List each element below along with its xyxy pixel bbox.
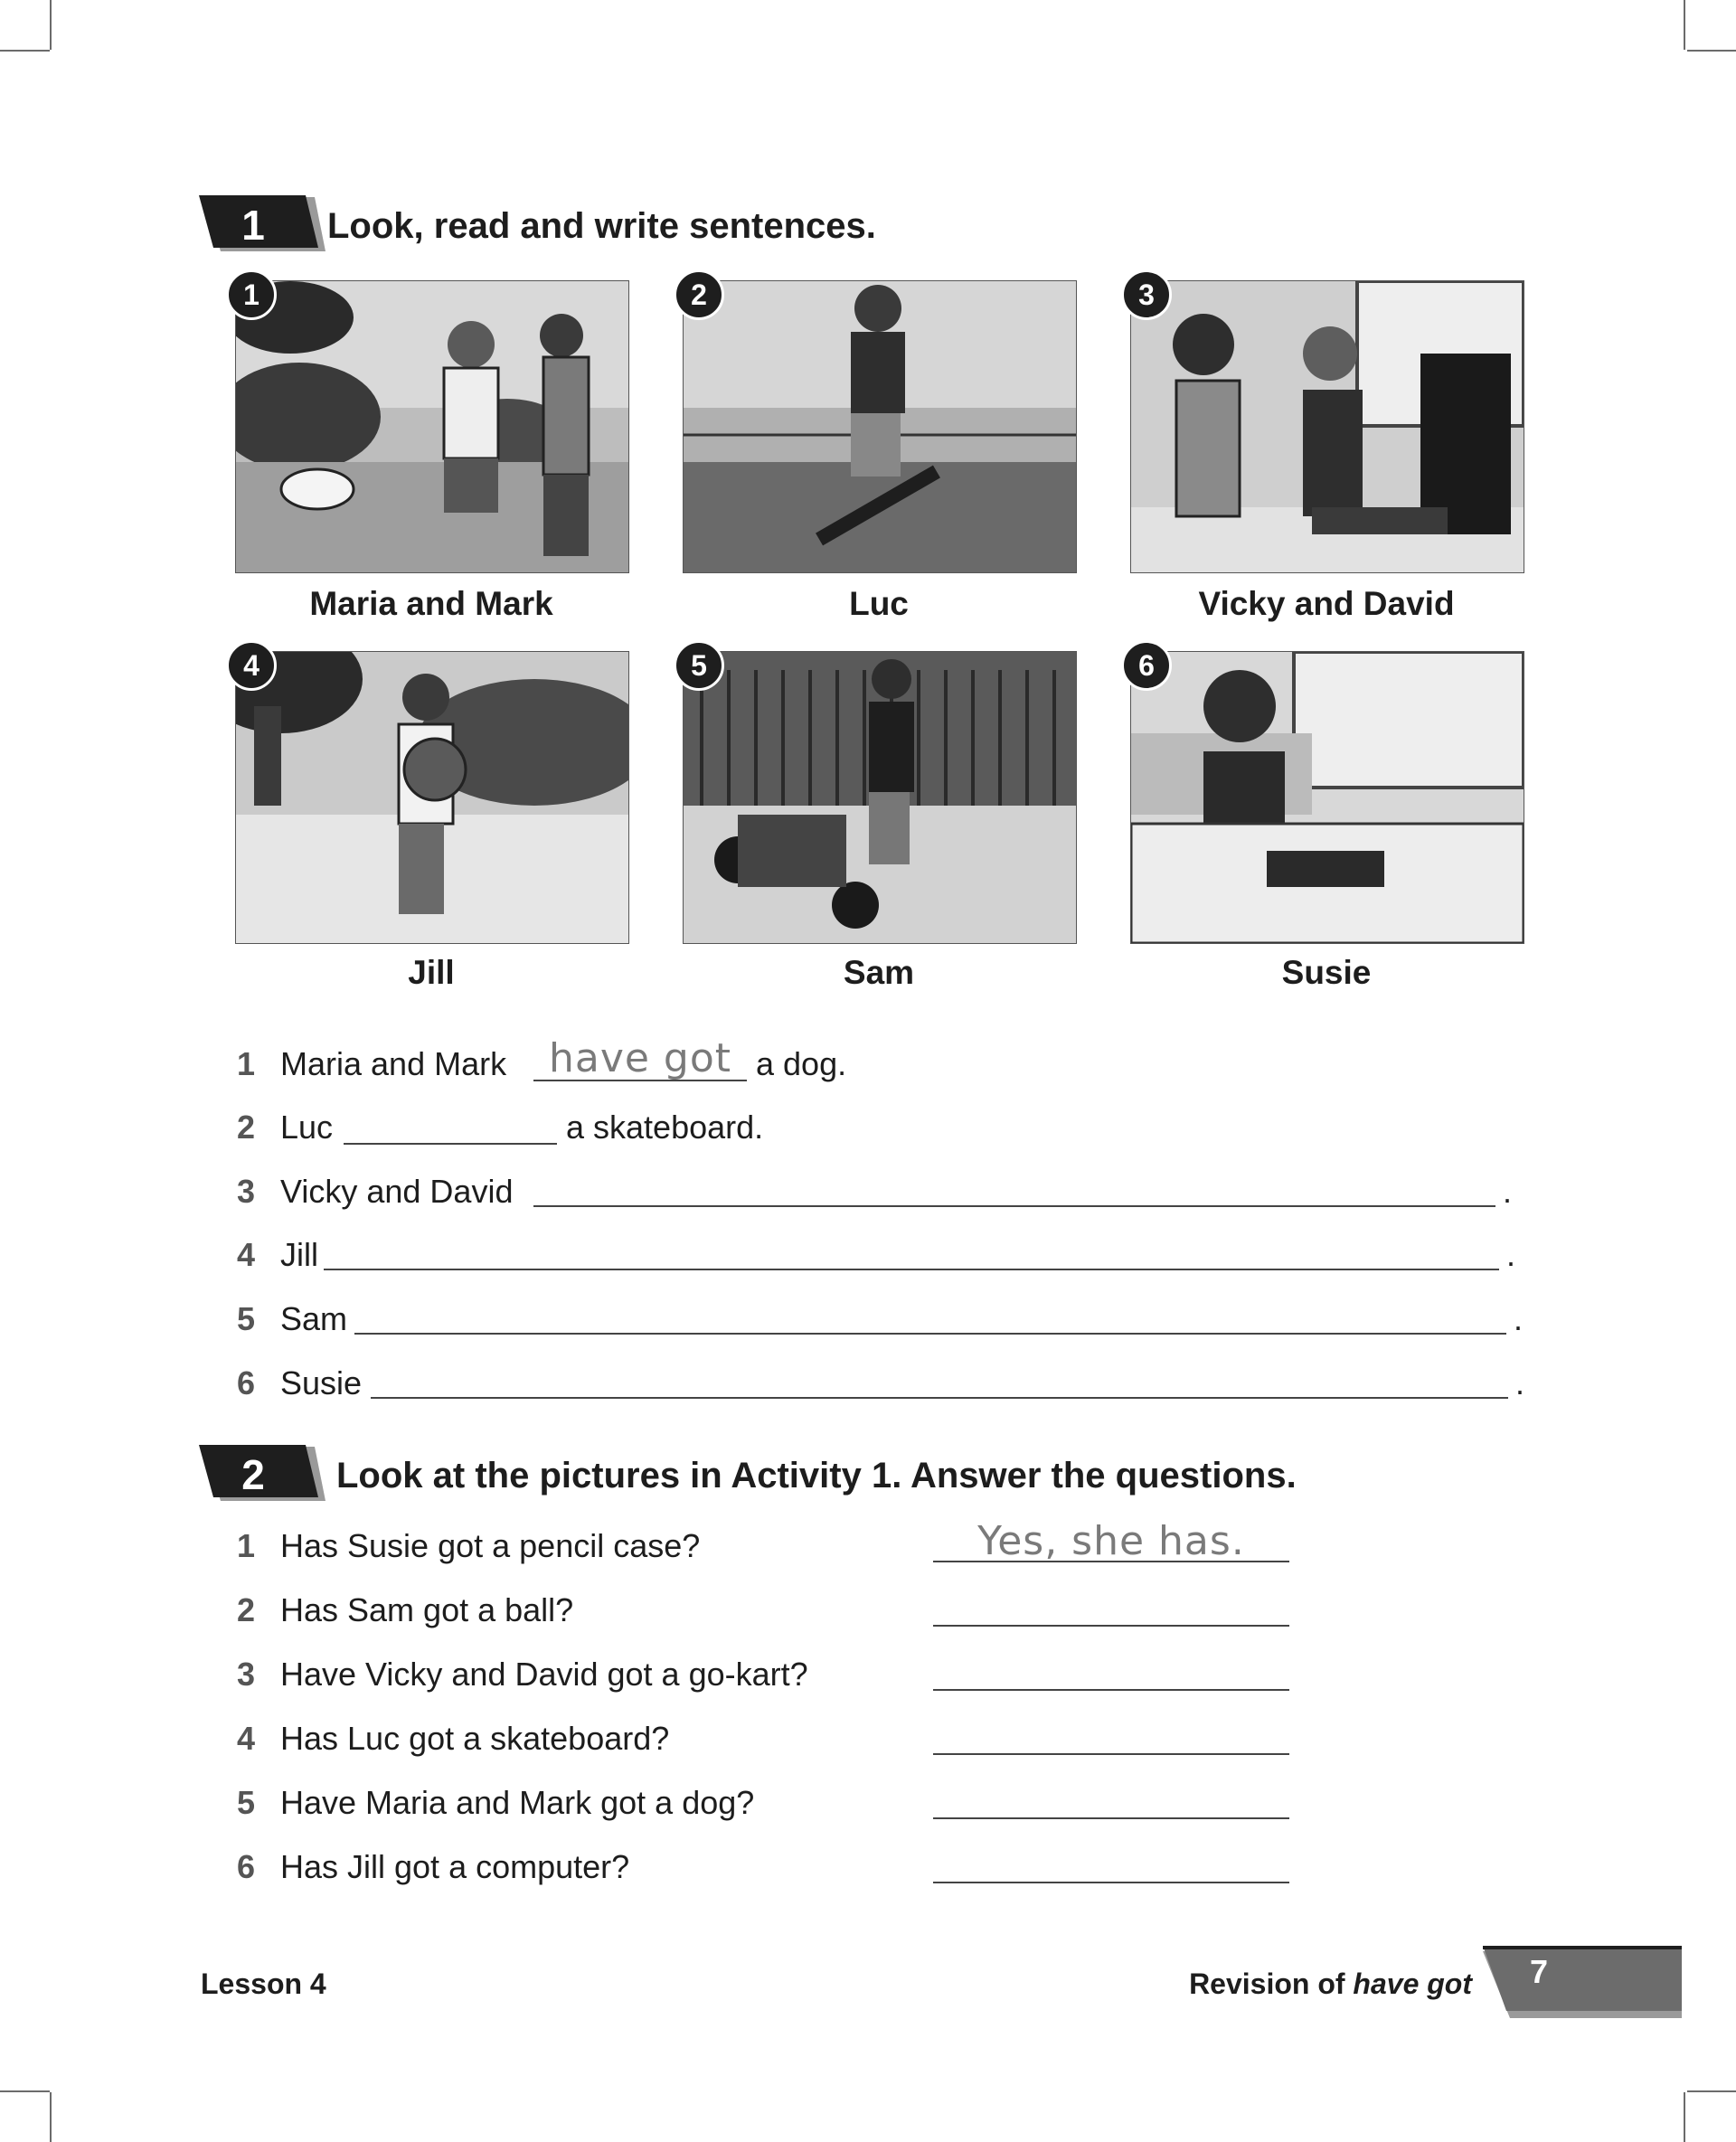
crop-mark	[1687, 50, 1736, 52]
answer-line[interactable]	[371, 1397, 1508, 1399]
activity-2-header	[199, 1445, 1555, 1506]
picture-caption: Susie	[1281, 954, 1372, 991]
page-number: 7	[1529, 1953, 1549, 1990]
lesson-label: Lesson 4	[201, 1967, 326, 2000]
question-row-2	[237, 1588, 960, 1633]
crop-mark	[50, 2092, 52, 2142]
topic-label	[1189, 1967, 1472, 2001]
item-number: 6	[237, 1364, 256, 1401]
crop-mark	[0, 50, 50, 52]
question-text: Has Sam got a ball?	[280, 1591, 574, 1628]
question-text: Has Jill got a computer?	[280, 1848, 630, 1885]
topic-emphasis: have got	[1353, 1967, 1472, 2000]
picture-susie	[1130, 651, 1524, 944]
picture-caption: Maria and Mark	[309, 585, 553, 622]
item-number: 5	[237, 1300, 256, 1337]
activity-title: Look at the pictures in Activity 1. Answer the questions.	[336, 1456, 1297, 1496]
question-row-5	[237, 1780, 960, 1826]
activity-number: 2	[241, 1451, 265, 1498]
activity-1-header	[199, 195, 1555, 257]
sentence-subject: Jill	[280, 1236, 318, 1273]
picture-sam	[683, 651, 1077, 944]
picture-caption: Jill	[408, 954, 455, 991]
sentence-ending: .	[1515, 1364, 1525, 1401]
question-text: Has Luc got a skateboard?	[280, 1720, 670, 1757]
sentence-ending: .	[1514, 1300, 1524, 1337]
sentence-ending: .	[1506, 1236, 1516, 1273]
handwritten-answer: have got	[548, 1035, 732, 1081]
item-number: 3	[237, 1656, 256, 1693]
picture-caption: Sam	[843, 954, 915, 991]
answer-line[interactable]	[354, 1333, 1506, 1335]
item-number: 1	[237, 1527, 256, 1564]
sentence-row-5	[237, 1297, 1503, 1342]
answer-line[interactable]	[933, 1689, 1289, 1691]
sentence-ending: a skateboard.	[566, 1109, 764, 1146]
answer-line[interactable]	[324, 1269, 1499, 1270]
item-number: 4	[237, 1720, 256, 1757]
picture-number-badge: 2	[674, 269, 724, 320]
picture-caption: Vicky and David	[1198, 585, 1455, 622]
picture-caption: Luc	[849, 585, 909, 622]
crop-mark	[50, 0, 52, 50]
sentence-row-1	[237, 1042, 1503, 1087]
picture-luc	[683, 280, 1077, 573]
item-number: 4	[237, 1236, 256, 1273]
answer-line[interactable]	[533, 1205, 1495, 1207]
question-row-3	[237, 1652, 960, 1697]
sentence-subject: Maria and Mark	[280, 1045, 507, 1082]
sentence-ending: .	[1503, 1173, 1513, 1210]
picture-number-badge: 3	[1121, 269, 1172, 320]
activity-number: 1	[241, 202, 265, 249]
answer-line[interactable]	[933, 1882, 1289, 1883]
question-row-4	[237, 1716, 960, 1761]
item-number: 1	[237, 1045, 256, 1082]
crop-mark	[0, 2090, 50, 2092]
sentence-row-4	[237, 1232, 1503, 1278]
picture-maria-and-mark	[235, 280, 629, 573]
item-number: 2	[237, 1109, 256, 1146]
question-text: Has Susie got a pencil case?	[280, 1527, 701, 1564]
question-text: Have Maria and Mark got a dog?	[280, 1784, 755, 1821]
item-number: 2	[237, 1591, 256, 1628]
question-row-1	[237, 1524, 960, 1569]
page-number-tab	[1483, 1946, 1682, 2018]
item-number: 5	[237, 1784, 256, 1821]
picture-number-badge: 5	[674, 640, 724, 691]
picture-number-badge: 6	[1121, 640, 1172, 691]
topic-prefix: Revision of	[1189, 1967, 1354, 2000]
picture-jill	[235, 651, 629, 944]
picture-number-badge: 4	[226, 640, 277, 691]
crop-mark	[1684, 2092, 1685, 2142]
question-row-6	[237, 1845, 960, 1890]
sentence-subject: Vicky and David	[280, 1173, 514, 1210]
sentence-row-3	[237, 1169, 1503, 1214]
item-number: 3	[237, 1173, 256, 1210]
activity-title: Look, read and write sentences.	[327, 206, 876, 246]
answer-line[interactable]	[344, 1143, 557, 1145]
sentence-subject: Luc	[280, 1109, 334, 1146]
sentence-subject: Sam	[280, 1300, 348, 1337]
crop-mark	[1687, 2090, 1736, 2092]
answer-line[interactable]	[933, 1625, 1289, 1627]
picture-number-badge: 1	[226, 269, 277, 320]
crop-mark	[1684, 0, 1685, 50]
sentence-row-6	[237, 1361, 1503, 1406]
answer-line[interactable]	[933, 1817, 1289, 1819]
question-text: Have Vicky and David got a go-kart?	[280, 1656, 808, 1693]
item-number: 6	[237, 1848, 256, 1885]
picture-vicky-and-david	[1130, 280, 1524, 573]
activity-number-badge	[199, 1445, 326, 1503]
handwritten-answer: Yes, she has.	[977, 1518, 1245, 1564]
answer-line[interactable]	[933, 1753, 1289, 1755]
sentence-ending: a dog.	[756, 1045, 847, 1082]
activity-number-badge	[199, 195, 326, 253]
sentence-subject: Susie	[280, 1364, 363, 1401]
